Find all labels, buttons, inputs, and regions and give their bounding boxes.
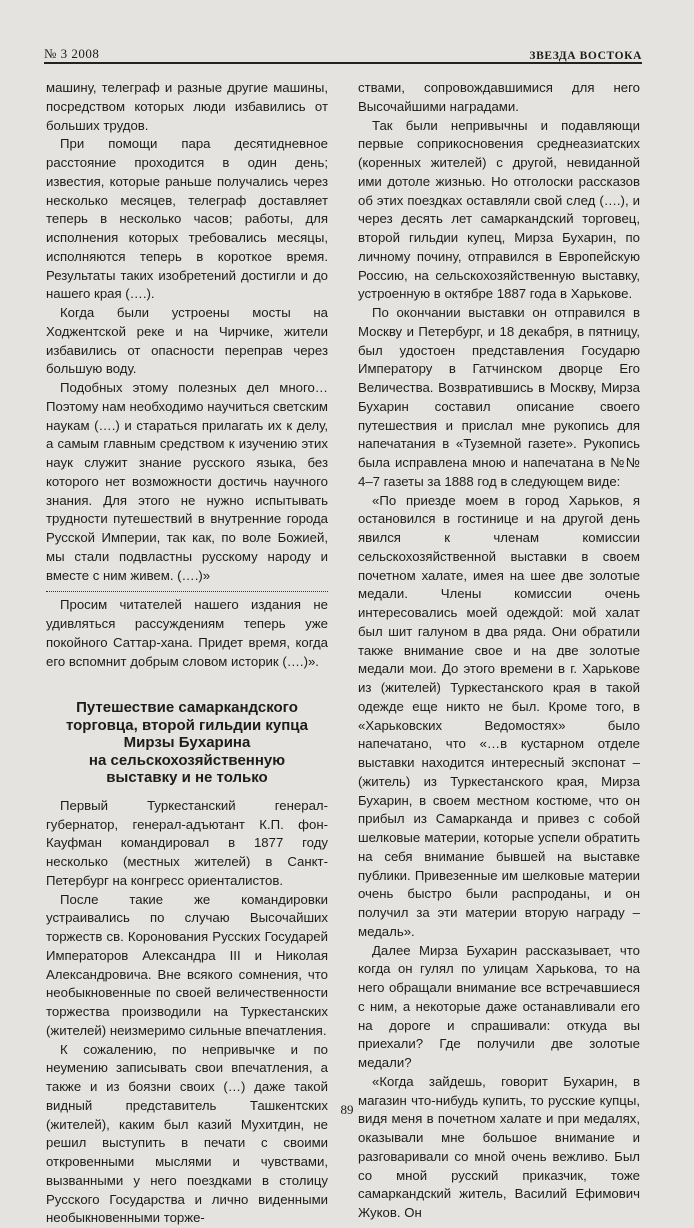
paragraph: Далее Мирза Бухарин рассказывает, что когда он гулял по улицам Харькова, то на него обращали внимание все встречавшиеся с ним, а некоторые даже останавливали его на дороге и спрашивали: откуда вы приехали? Где получили две золотые медали? [358, 942, 640, 1073]
journal-title: ЗВЕЗДА ВОСТОКА [529, 50, 642, 62]
paragraph: Так были непривычны и подавляющи первые соприкосновения среднеазиатских (коренных жителей) с другой, невиданной ими дотоле жизнью. Но отголоски рассказов об этих поездках оставляли свой след (….), и через десять лет самаркандский торговец, второй гильдии купец, Мирза Бухарин, по личному почину, отправился в Европейскую Россию, на сельскохозяйственную выставку, устроенную в октябре 1887 года в Харькове. [358, 117, 640, 305]
paragraph: Просим читателей нашего издания не удивляться рассуждениям теперь уже покойного Саттар-хана. Придет время, когда его вспомнит добрым словом историк (….)». [46, 596, 328, 671]
title-line: на сельскохозяйственную [46, 752, 328, 770]
paragraph: «Когда зайдешь, говорит Бухарин, в магазин что-нибудь купить, то русские купцы, видя меня в почетном халате и при медалях, оказывали мне большое внимание и разговаривали со мной очень вежливо. Был со мной русский приказчик, тоже самаркандский житель, Василий Ефимович Жуков. Он [358, 1073, 640, 1223]
paragraph: Подобных этому полезных дел много… Поэтому нам необходимо научиться светским наукам (….) и стараться прилагать их к делу, а самым главным средством к изучению этих наук служит знание русского языка, без которого нет возможности достичь научного знания. Для этого не нужно испытывать трудности путешествий в внутренние города Русской Империи, так как, по воле Божией, мы стали подвластны русскому народу и вместе с ним живем. (….)» [46, 379, 328, 585]
dotted-divider [46, 591, 328, 592]
paragraph: При помощи пара десятидневное расстояние проходится в один день; известия, которые раньше получались через несколько месяцев, телеграф доставляет теперь в несколько часов; работы, для исполнения которых требовались месяцы, исполняются теперь в короткое время. Результаты таких изобретений достигли и до нашего края (….). [46, 135, 328, 304]
title-line: Путешествие самаркандского [46, 699, 328, 717]
paragraph: ствами, сопровождавшимися для него Высочайшими наградами. [358, 79, 640, 117]
paragraph: машину, телеграф и разные другие машины, посредством которых люди избавились от больших трудов. [46, 79, 328, 135]
title-line: выставку и не только [46, 769, 328, 787]
page-header [44, 42, 642, 64]
paragraph: По окончании выставки он отправился в Москву и Петербург, и 18 декабря, в пятницу, был удостоен представления Государю Императору в Гатчинском дворце Его Величества. Возвратившись в Москву, Мирза Бухарин составил описание своего путешествия и прислал мне рукопись для напечатания в «Туземной газете». Рукопись была исправлена мною и напечатана в №№ 4–7 газеты за 1888 год в следующем виде: [358, 304, 640, 492]
paragraph: К сожалению, по непривычке и по неумению записывать свои впечатления, а также и из боязни своих (…) даже такой видный представитель Ташкентских (жителей), каким был казий Мухитдин, не решил выступить в печати с своими откровенными мыслями и чувствами, вызванными у него поездками в столицу Русского Государства и лично виденными необыкновенными торже- [46, 1041, 328, 1228]
paragraph: «По приезде моем в город Харьков, я остановился в гостинице и на другой день явился к членам комиссии сельскохозяйственной выставки в своем почетном халате, имея на шее две золотые медали. Члены комиссии очень интересовались моей одеждой: мой халат был шит галуном в два ряда. Они обратили также внимание свое и на две золотые медали мои. До этого времени в г. Харькове из (жителей) Туркестанского края в такой одежде еще никто не был. Кроме того, в «Харьковских Ведомостях» было напечатано, что «…в кустарном отделе выставки находится интересный экспонат – (житель) из Туркестанского края, Мирза Бухарин, в своем местном костюме, что он прибыл из Самарканда и привез с собой шелковые материи, которые успели обратить на себя внимание бывшей на выставке публики. Привезенные им шелковые материи очень быстро были распроданы, и он получил за эти материи вторую награду – медаль». [358, 492, 640, 942]
left-column [46, 79, 328, 1228]
paragraph: После такие же командировки устраивались по случаю Высочайших торжеств св. Коронования Русских Государей Императоров Александра III и Николая Александровича. Вне всякого сомнения, что необыкновенные по своей величественности торжества производили на Туркестанских (жителей) неизмеримо сильные впечатления. [46, 891, 328, 1041]
page-number: 89 [0, 1102, 694, 1118]
issue-number: № 3 2008 [44, 46, 99, 62]
paragraph: Когда были устроены мосты на Ходжентской реке и на Чирчике, жители избавились от опасности переправ через большую воду. [46, 304, 328, 379]
title-line: Мирзы Бухарина [46, 734, 328, 752]
title-line: торговца, второй гильдии купца [46, 717, 328, 735]
paragraph: Первый Туркестанский генерал-губернатор, генерал-адъютант К.П. фон-Кауфман командировал в 1877 году несколько (местных жителей) в Санкт-Петербург на конгресс ориенталистов. [46, 797, 328, 891]
right-column [358, 79, 640, 1223]
article-title [46, 699, 328, 787]
